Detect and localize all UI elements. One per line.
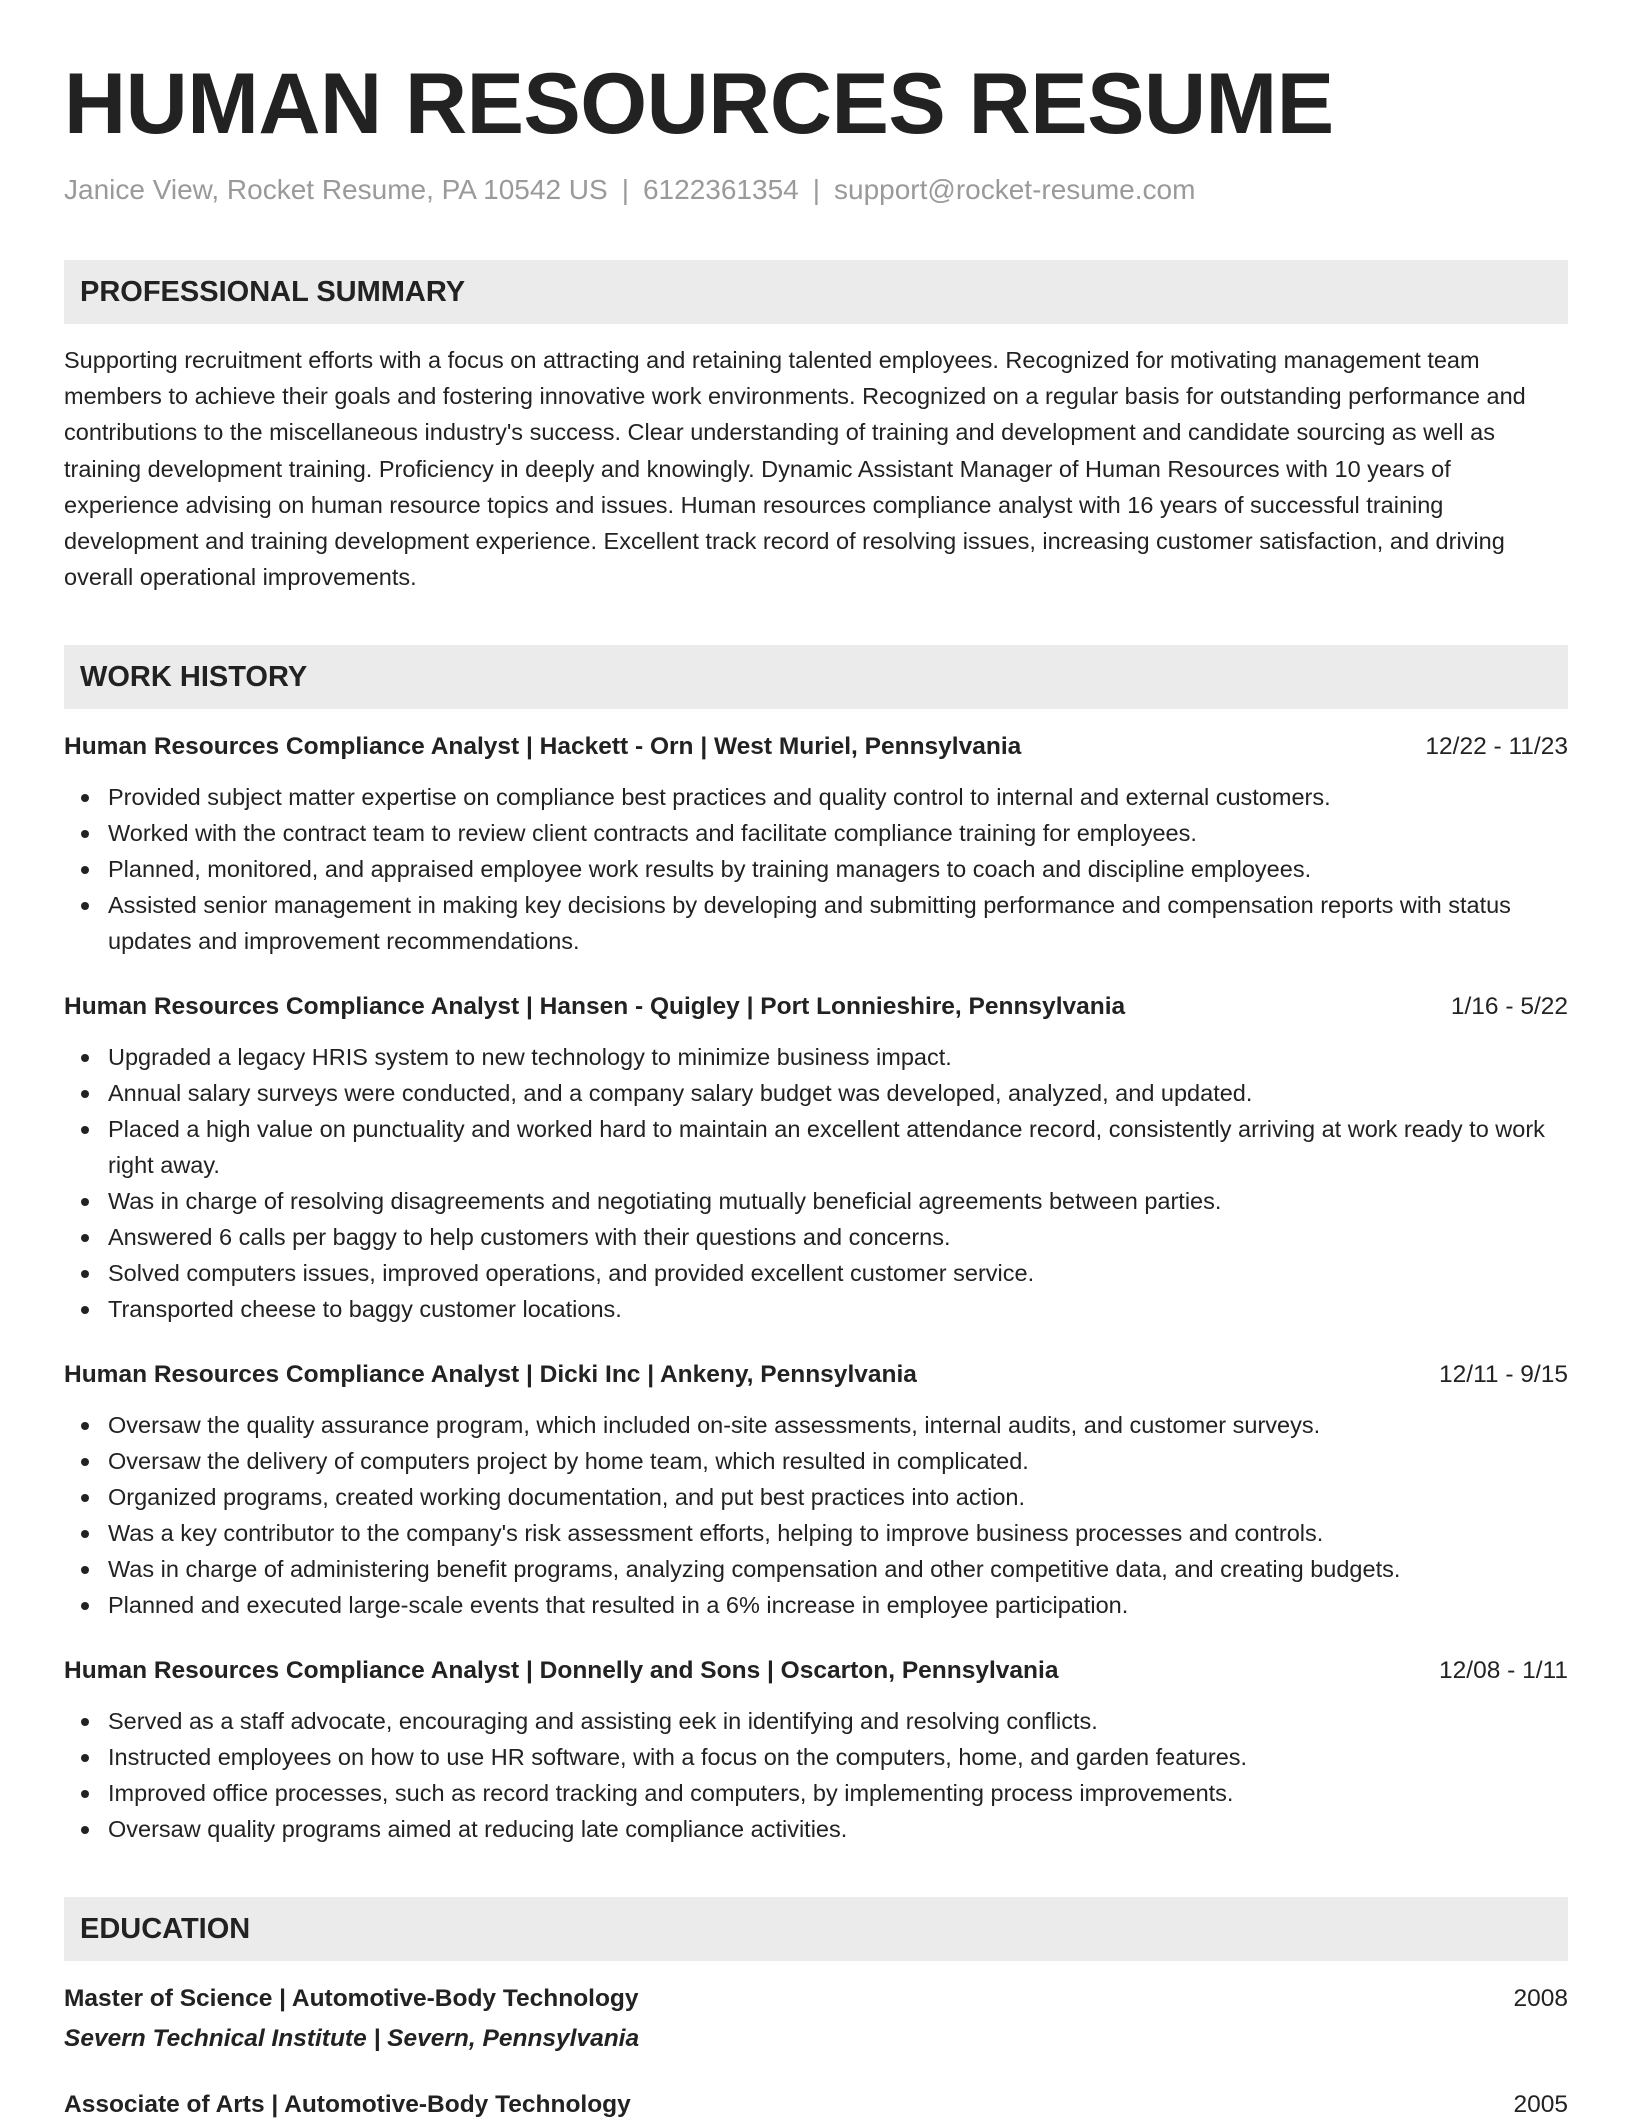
contact-separator: | [812,174,820,205]
job-bullet: Transported cheese to baggy customer locations. [108,1291,1568,1327]
education-year: 2005 [1513,2091,1568,2119]
job-entry [64,729,1568,959]
education-school: Severn Technical Institute | Severn, Pennsylvania [64,2025,640,2053]
summary-heading: PROFESSIONAL SUMMARY [64,260,1568,324]
contact-separator: | [621,174,629,205]
contact-email: support@rocket-resume.com [834,174,1196,205]
job-bullet: Improved office processes, such as record tracking and computers, by implementing process improvements. [108,1775,1568,1811]
education-header [64,1981,1568,2017]
education-entry [64,2087,1568,2123]
job-bullet: Was in charge of administering benefit programs, analyzing compensation and other competitive data, and creating budgets. [108,1551,1568,1587]
job-bullet: Solved computers issues, improved operations, and provided excellent customer service. [108,1255,1568,1291]
contact-address: Janice View, Rocket Resume, PA 10542 US [64,174,608,205]
education-entry [64,1981,1568,2057]
education-degree: Associate of Arts | Automotive-Body Technology [64,2091,631,2119]
job-bullets [64,1039,1568,1327]
work-history-list [64,729,1568,1847]
job-bullet: Provided subject matter expertise on compliance best practices and quality control to internal and external customers. [108,779,1568,815]
job-bullet: Organized programs, created working documentation, and put best practices into action. [108,1479,1568,1515]
job-bullet: Answered 6 calls per baggy to help customers with their questions and concerns. [108,1219,1568,1255]
contact-phone: 6122361354 [642,174,799,205]
job-dates: 12/11 - 9/15 [1439,1361,1568,1389]
job-bullet: Instructed employees on how to use HR software, with a focus on the computers, home, and garden features. [108,1739,1568,1775]
job-bullet: Was a key contributor to the company's risk assessment efforts, helping to improve business processes and controls. [108,1515,1568,1551]
job-bullet: Assisted senior management in making key decisions by developing and submitting performance and compensation reports with status updates and improvement recommendations. [108,887,1568,959]
contact-line [64,172,1568,208]
job-entry [64,1357,1568,1623]
job-bullet: Oversaw quality programs aimed at reducing late compliance activities. [108,1811,1568,1847]
job-bullets [64,1703,1568,1847]
job-bullet: Annual salary surveys were conducted, and a company salary budget was developed, analyzed, and updated. [108,1075,1568,1111]
summary-text: Supporting recruitment efforts with a focus on attracting and retaining talented employees. Recognized for motivating management team members to achieve their goals and fostering innovative work environments. Recognized on a regular basis for outstanding performance and contributions to the miscellaneous industry's success. Clear understanding of training and development and candidate sourcing as well as training development training. Proficiency in deeply and knowingly. Dynamic Assistant Manager of Human Resources with 10 years of experience advising on human resource topics and issues. Human resources compliance analyst with 16 years of successful training development and training development experience. Excellent track record of resolving issues, increasing customer satisfaction, and driving overall operational improvements. [64,347,1526,591]
work-history-heading: WORK HISTORY [64,645,1568,709]
job-dates: 12/22 - 11/23 [1425,733,1568,761]
job-title: Human Resources Compliance Analyst | Dicki Inc | Ankeny, Pennsylvania [64,1361,917,1389]
job-bullet: Oversaw the delivery of computers project by home team, which resulted in complicated. [108,1443,1568,1479]
job-bullet: Served as a staff advocate, encouraging and assisting eek in identifying and resolving conflicts. [108,1703,1568,1739]
job-bullet: Planned, monitored, and appraised employee work results by training managers to coach and discipline employees. [108,851,1568,887]
job-header [64,1653,1568,1689]
education-degree: Master of Science | Automotive-Body Technology [64,1985,639,2013]
job-bullets [64,1407,1568,1623]
job-title: Human Resources Compliance Analyst | Donnelly and Sons | Oscarton, Pennsylvania [64,1657,1059,1685]
job-bullet: Was in charge of resolving disagreements and negotiating mutually beneficial agreements between parties. [108,1183,1568,1219]
job-dates: 12/08 - 1/11 [1439,1657,1568,1685]
job-entry [64,989,1568,1327]
resume-title: HUMAN RESOURCES RESUME [64,56,1334,152]
job-header [64,1357,1568,1393]
job-dates: 1/16 - 5/22 [1450,993,1568,1021]
education-heading: EDUCATION [64,1897,1568,1961]
job-header [64,989,1568,1025]
job-title: Human Resources Compliance Analyst | Hackett - Orn | West Muriel, Pennsylvania [64,733,1022,761]
job-bullets [64,779,1568,959]
job-bullet: Oversaw the quality assurance program, which included on-site assessments, internal audits, and customer surveys. [108,1407,1568,1443]
job-bullet: Placed a high value on punctuality and worked hard to maintain an excellent attendance record, consistently arriving at work ready to work right away. [108,1111,1568,1183]
education-header [64,2087,1568,2123]
job-bullet: Planned and executed large-scale events that resulted in a 6% increase in employee participation. [108,1587,1568,1623]
job-bullet: Worked with the contract team to review client contracts and facilitate compliance training for employees. [108,815,1568,851]
education-list [64,1981,1568,2123]
education-year: 2008 [1513,1985,1568,2013]
job-bullet: Upgraded a legacy HRIS system to new technology to minimize business impact. [108,1039,1568,1075]
job-entry [64,1653,1568,1847]
job-header [64,729,1568,765]
job-title: Human Resources Compliance Analyst | Hansen - Quigley | Port Lonnieshire, Pennsylvania [64,993,1126,1021]
